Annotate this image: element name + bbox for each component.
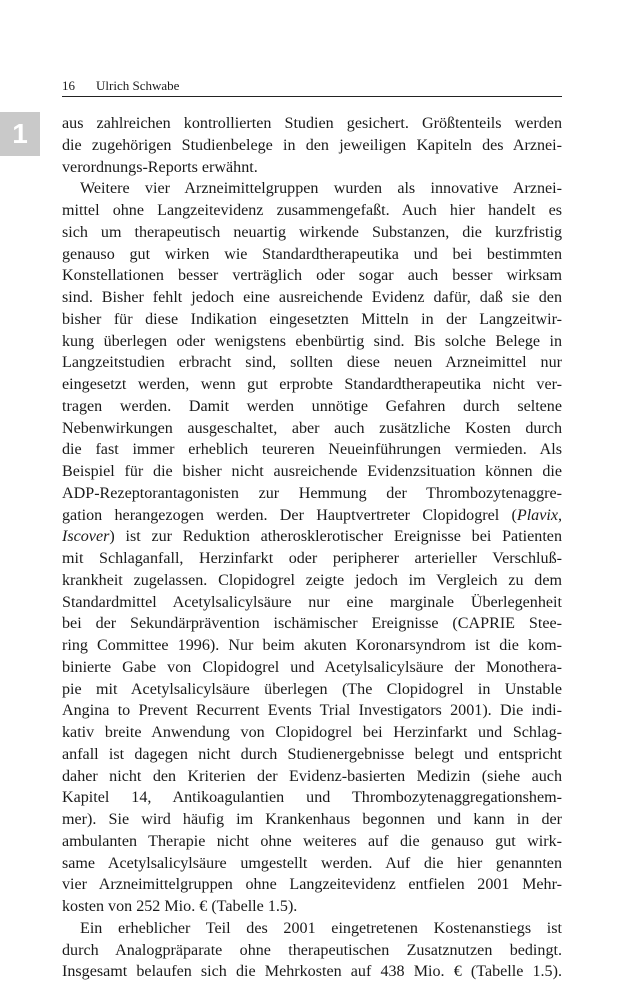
text-line: Konstellationen besser verträglich oder sogar auch besser wirksam: [62, 267, 562, 285]
text-line: bisher für diese Indikation eingesetzten Mitteln in der Langzeitwir-: [62, 310, 562, 328]
text-line: gation herangezogen werden. Der Hauptvertreter Clopidogrel (Plavix,: [62, 506, 562, 524]
text-line: kung überlegen oder wenigstens ebenbürtig sind. Bis solche Belege in: [62, 332, 562, 350]
text-line: Weitere vier Arzneimittelgruppen wurden als innovative Arznei-: [80, 180, 562, 198]
text-line: ambulanten Therapie nicht ohne weiteres auf die genauso gut wirk-: [62, 832, 562, 850]
text-line: Nebenwirkungen ausgeschaltet, aber auch zusätzliche Kosten durch: [62, 419, 562, 437]
text-line: Angina to Prevent Recurrent Events Trial Investigators 2001). Die indi-: [62, 702, 562, 720]
text-line: durch Analogpräparate ohne therapeutischen Zusatznutzen bedingt.: [62, 941, 562, 959]
text-line: krankheit zugelassen. Clopidogrel zeigte jedoch im Vergleich zu dem: [62, 571, 562, 589]
text-line: kosten von 252 Mio. € (Tabelle 1.5).: [62, 898, 298, 915]
text-line: sich um therapeutisch neuartig wirkende Substanzen, die kurzfristig: [62, 223, 562, 241]
text-line: ring Committee 1996). Nur beim akuten Koronarsyndrom ist die kom-: [62, 637, 562, 654]
text-line: Iscover) ist zur Reduktion atherosklerotischer Ereignisse bei Patienten: [62, 528, 562, 546]
page-number: 16: [62, 78, 75, 93]
text-line: Kapitel 14, Antikoagulantien und Thrombozytenaggregationshem-: [62, 789, 562, 807]
body-text: [62, 113, 562, 983]
drug-brand-name: Plavix,: [516, 506, 562, 524]
text-line: vier Arzneimittelgruppen ohne Langzeitevidenz entfielen 2001 Mehr-: [62, 876, 562, 894]
text-line: mit Schlaganfall, Herzinfarkt oder peripherer arterieller Verschluß-: [62, 550, 562, 567]
text-line: tragen werden. Damit werden unnötige Gefahren durch seltene: [62, 397, 562, 415]
header-rule: [62, 96, 562, 97]
text-line: same Acetylsalicylsäure umgestellt werden. Auf die hier genannten: [62, 854, 562, 872]
text-line: genauso gut wirken wie Standardtherapeutika und bei bestimmten: [62, 245, 562, 263]
text-line: Standardmittel Acetylsalicylsäure nur eine marginale Überlegenheit: [62, 593, 562, 611]
text-line: mittel ohne Langzeitevidenz zusammengefaßt. Auch hier handelt es: [62, 202, 562, 219]
text-line: ADP-Rezeptorantagonisten zur Hemmung der Thrombozytenaggre-: [62, 484, 562, 502]
text-line: Beispiel für die bisher nicht ausreichende Evidenzsituation können die: [62, 463, 562, 480]
text-line: eingesetzt werden, wenn gut erprobte Standardtherapeutika nicht ver-: [62, 376, 562, 393]
text-line: anfall ist dagegen nicht durch Studienergebnisse belegt und entspricht: [62, 745, 562, 763]
text-line: binierte Gabe von Clopidogrel und Acetylsalicylsäure der Monothera-: [62, 658, 562, 676]
text-line: pie mit Acetylsalicylsäure überlegen (The Clopidogrel in Unstable: [62, 680, 562, 698]
text-line: sind. Bisher fehlt jedoch eine ausreichende Evidenz dafür, daß sie den: [62, 289, 562, 306]
text-line: bei der Sekundärprävention ischämischer Ereignisse (CAPRIE Stee-: [62, 615, 562, 633]
text-line: daher nicht den Kriterien der Evidenz-basierten Medizin (siehe auch: [62, 767, 562, 785]
running-header-author: Ulrich Schwabe: [96, 78, 180, 93]
text-line: mer). Sie wird häufig im Krankenhaus begonnen und kann in der: [62, 811, 562, 828]
drug-brand-name: Iscover: [62, 528, 110, 546]
text-line: Insgesamt belaufen sich die Mehrkosten auf 438 Mio. € (Tabelle 1.5).: [62, 963, 562, 981]
text-line: die zugehörigen Studienbelege in den jeweiligen Kapiteln des Arznei-: [62, 136, 562, 154]
text-line: Langzeitstudien erbracht sind, sollten diese neuen Arzneimittel nur: [62, 354, 562, 372]
text-line: aus zahlreichen kontrollierten Studien gesichert. Größtenteils werden: [62, 115, 562, 132]
chapter-tab: 1: [0, 112, 40, 156]
text-line: Ein erheblicher Teil des 2001 eingetretenen Kostenanstiegs ist: [80, 919, 562, 937]
running-header: [62, 78, 562, 94]
text-line: kativ breite Anwendung von Clopidogrel bei Herzinfarkt und Schlag-: [62, 724, 562, 741]
text-line: die fast immer erheblich teureren Neueinführungen vermieden. Als: [62, 441, 562, 459]
text-line: verordnungs-Reports erwähnt.: [62, 158, 258, 176]
